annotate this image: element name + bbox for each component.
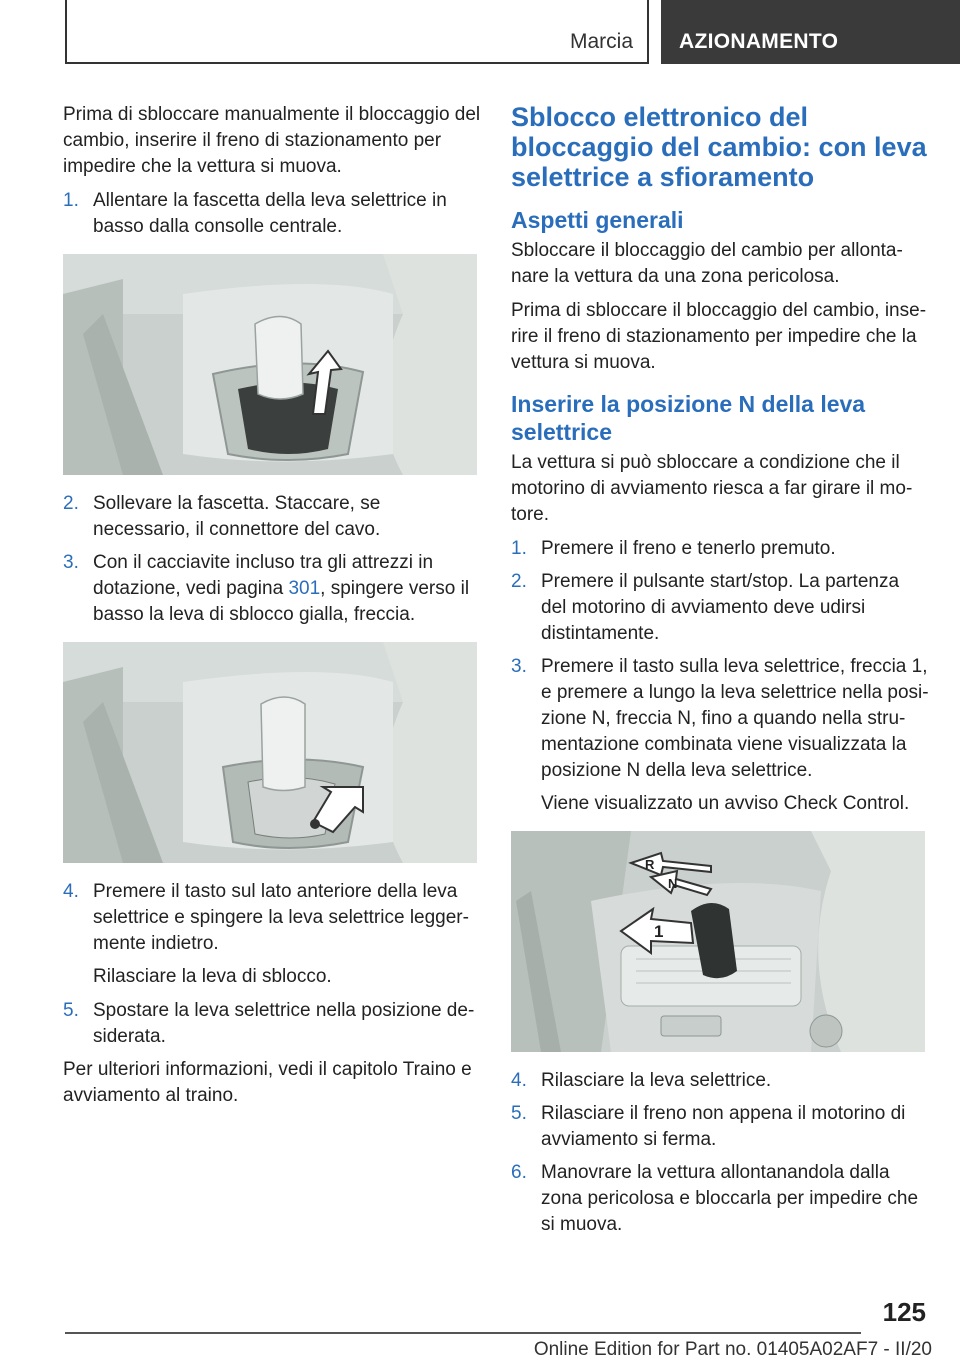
arrow-label-1: 1 bbox=[654, 922, 664, 941]
right-step-1 bbox=[511, 536, 929, 562]
right-paragraph-2: Prima di sbloccare il bloccaggio del cambio, inserire il freno di stazionamento per impedire che la vettura si muova. bbox=[511, 300, 927, 373]
left-step-5 bbox=[63, 998, 481, 1050]
right-paragraph-1: Sbloccare il bloccaggio del cambio per allontanare la vettura da una zona pericolosa. bbox=[511, 240, 903, 287]
left-step-1 bbox=[63, 188, 481, 240]
step-number: 2. bbox=[63, 493, 79, 514]
header-chapter-label: AZIONAMENTO bbox=[679, 30, 839, 53]
right-step-3 bbox=[511, 654, 929, 784]
arrow-label-n: N bbox=[668, 876, 678, 891]
left-step-4 bbox=[63, 879, 481, 957]
step-number: 5. bbox=[511, 1103, 527, 1124]
page-link[interactable]: 301 bbox=[288, 578, 321, 599]
step-text: Premere il pulsante start/stop. La partenza del motorino di avviamento deve udirsi distintamente. bbox=[541, 571, 900, 644]
left-step-4-note: Rilasciare la leva di sblocco. bbox=[93, 966, 332, 987]
right-paragraph-3: La vettura si può sbloccare a condizione che il motorino di avviamento riesca a far girare il motore. bbox=[511, 452, 913, 525]
subsection-general: Aspetti generali bbox=[511, 207, 684, 233]
left-column bbox=[63, 102, 481, 1117]
step-number: 3. bbox=[511, 656, 527, 677]
step-text: Spostare la leva selettrice nella posizione desiderata. bbox=[93, 1000, 475, 1047]
step-text: Premere il freno e tenerlo premuto. bbox=[541, 538, 836, 559]
step-number: 2. bbox=[511, 571, 527, 592]
right-step-3-note: Viene visualizzato un avviso Check Control. bbox=[541, 793, 910, 814]
arrow-label-r: R bbox=[645, 857, 655, 872]
footer-edition: Online Edition for Part no. 01405A02AF7 - II/20 bbox=[533, 1339, 932, 1360]
figure-release-lever bbox=[63, 642, 477, 863]
left-intro: Prima di sbloccare manualmente il bloccaggio del cambio, inserire il freno di stazionamento per impedire che la vettura si muova. bbox=[63, 104, 481, 177]
step-number: 1. bbox=[511, 538, 527, 559]
step-number: 6. bbox=[511, 1162, 527, 1183]
right-step-6 bbox=[511, 1160, 929, 1238]
step-number: 4. bbox=[511, 1070, 527, 1091]
step-text: Rilasciare il freno non appena il motorino di avviamento si ferma. bbox=[541, 1103, 906, 1150]
step-text-before: Con il cacciavite incluso tra gli attrezzi in dotazione, vedi pagina bbox=[93, 552, 434, 599]
left-outro: Per ulteriori informazioni, vedi il capitolo Traino e avviamento al traino. bbox=[63, 1059, 472, 1106]
page-number: 125 bbox=[882, 1297, 926, 1327]
right-step-4 bbox=[511, 1068, 929, 1094]
footer-divider bbox=[65, 1332, 861, 1334]
right-column bbox=[511, 102, 929, 1245]
step-number: 3. bbox=[63, 552, 79, 573]
subsection-position-n: Inserire la posizione N della leva selettrice bbox=[511, 391, 866, 445]
step-text-after: , spingere verso il basso la leva di sblocco gialla, freccia. bbox=[93, 578, 470, 625]
step-text: Allentare la fascetta della leva selettrice in basso dalla consolle centrale. bbox=[93, 190, 447, 237]
step-text: Premere il tasto sulla leva selettrice, freccia 1, e premere a lungo la leva selettrice nella posizione N, freccia N, fino a quando nella strumentazione combinata viene visualizzata la posizione N della leva selettrice. bbox=[541, 656, 929, 781]
step-text: Sollevare la fascetta. Staccare, se necessario, il connettore del cavo. bbox=[93, 493, 381, 540]
step-text: Premere il tasto sul lato anteriore della leva selettrice e spingere la leva selettrice leggermente indietro. bbox=[93, 881, 469, 954]
step-number: 4. bbox=[63, 881, 79, 902]
left-step-3 bbox=[63, 550, 481, 628]
header-chapter-tab bbox=[661, 0, 960, 64]
figure-selector-lever-arrows bbox=[511, 831, 925, 1052]
step-number: 5. bbox=[63, 1000, 79, 1021]
step-text: Manovrare la vettura allontanandola dalla zona pericolosa e bloccarla per impedire che si muova. bbox=[541, 1162, 919, 1235]
right-step-2 bbox=[511, 569, 929, 647]
step-number: 1. bbox=[63, 190, 79, 211]
right-step-5 bbox=[511, 1101, 929, 1153]
header-section-tab bbox=[65, 0, 649, 64]
step-text: Rilasciare la leva selettrice. bbox=[541, 1070, 772, 1091]
left-step-2 bbox=[63, 491, 481, 543]
figure-gear-lever-clip bbox=[63, 254, 477, 475]
section-title: Sblocco elettronico del bloccaggio del cambio: con leva selettrice a sfioramento bbox=[511, 102, 927, 192]
header-section-label: Marcia bbox=[569, 30, 633, 53]
